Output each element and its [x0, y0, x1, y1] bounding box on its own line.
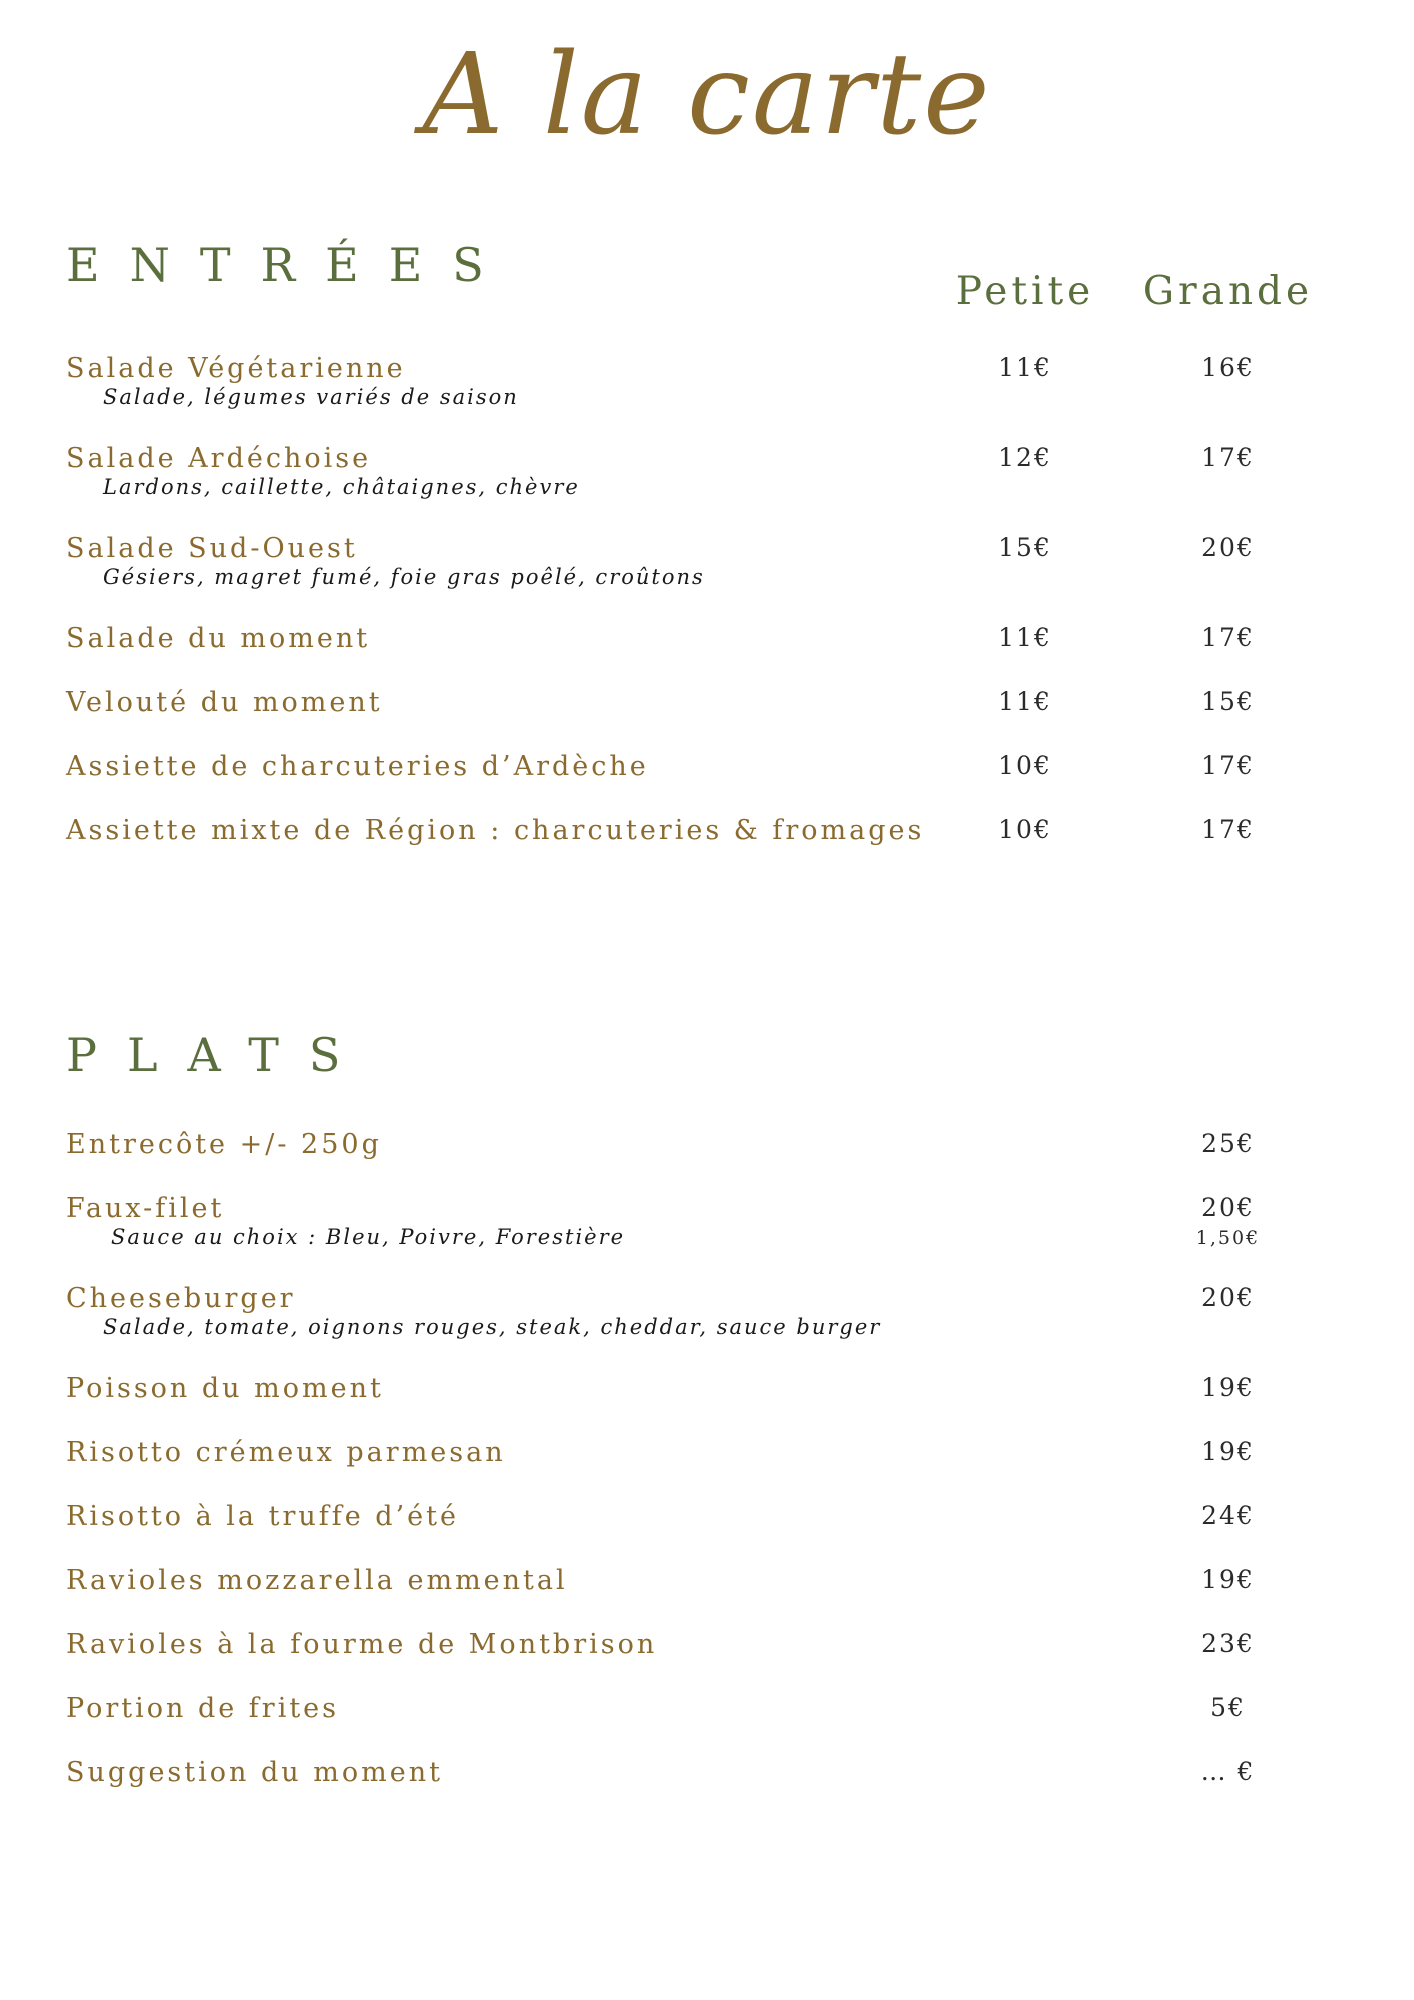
price-petite: 15€ [998, 533, 1052, 562]
item-price: 23€ [1201, 1629, 1255, 1658]
plats-heading: PLATS [66, 1028, 371, 1082]
price-grande: 20€ [1201, 533, 1255, 562]
item-name: Salade Végétarienne [66, 353, 406, 384]
item-name: Velouté du moment [66, 687, 383, 718]
entrees-heading: ENTRÉES [66, 238, 514, 292]
column-header-petite: Petite [955, 269, 1095, 314]
price-petite: 11€ [998, 353, 1052, 382]
price-grande: 15€ [1201, 687, 1255, 716]
item-name: Ravioles à la fourme de Montbrison [66, 1629, 658, 1660]
price-petite: 10€ [998, 751, 1052, 780]
sauce-price: 1,50€ [1195, 1227, 1261, 1249]
price-grande: 17€ [1201, 443, 1255, 472]
item-price: 20€ [1201, 1193, 1255, 1222]
item-name: Salade du moment [66, 623, 371, 654]
price-petite: 12€ [998, 443, 1052, 472]
price-petite: 10€ [998, 815, 1052, 844]
item-description: Sauce au choix : Bleu, Poivre, Forestière [111, 1225, 626, 1249]
price-petite: 11€ [998, 687, 1052, 716]
price-grande: 16€ [1201, 353, 1255, 382]
price-grande: 17€ [1201, 751, 1255, 780]
item-name: Entrecôte +/- 250g [66, 1129, 382, 1160]
item-name: Cheeseburger [66, 1283, 296, 1314]
item-name: Salade Sud-Ouest [66, 533, 358, 564]
item-name: Salade Ardéchoise [66, 443, 372, 474]
price-grande: 17€ [1201, 815, 1255, 844]
item-price: 5€ [1210, 1693, 1246, 1722]
menu-title: A la carte [422, 30, 992, 160]
item-description: Gésiers, magret fumé, foie gras poêlé, croûtons [103, 565, 705, 589]
item-name: Assiette mixte de Région : charcuteries & fromages [66, 815, 925, 846]
item-name: Portion de frites [66, 1693, 340, 1724]
item-name: Faux-filet [66, 1193, 225, 1224]
item-price: 24€ [1201, 1501, 1255, 1530]
item-description: Lardons, caillette, châtaignes, chèvre [103, 475, 580, 499]
price-grande: 17€ [1201, 623, 1255, 652]
item-description: Salade, tomate, oignons rouges, steak, cheddar, sauce burger [103, 1315, 882, 1339]
item-price: … € [1200, 1757, 1256, 1786]
item-description: Salade, légumes variés de saison [103, 385, 519, 409]
item-price: 19€ [1201, 1437, 1255, 1466]
item-name: Suggestion du moment [66, 1757, 443, 1788]
item-name: Risotto à la truffe d’été [66, 1501, 459, 1532]
item-price: 19€ [1201, 1565, 1255, 1594]
item-name: Assiette de charcuteries d’Ardèche [66, 751, 649, 782]
item-name: Poisson du moment [66, 1373, 384, 1404]
item-name: Risotto crémeux parmesan [66, 1437, 506, 1468]
column-header-grande: Grande [1142, 269, 1314, 314]
item-price: 19€ [1201, 1373, 1255, 1402]
item-name: Ravioles mozzarella emmental [66, 1565, 568, 1596]
price-petite: 11€ [998, 623, 1052, 652]
item-price: 25€ [1201, 1129, 1255, 1158]
item-price: 20€ [1201, 1283, 1255, 1312]
